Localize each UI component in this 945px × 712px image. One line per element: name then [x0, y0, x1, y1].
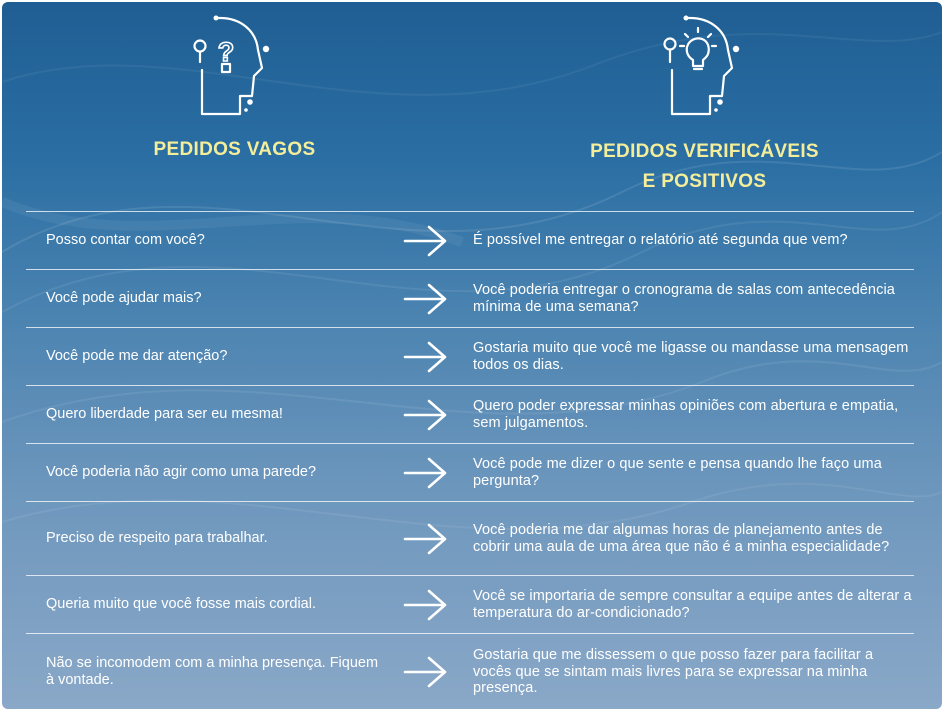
- vague-request: Queria muito que você fosse mais cordial.: [46, 596, 316, 612]
- table-row: [26, 327, 914, 385]
- head-lightbulb-icon: [658, 12, 748, 122]
- requests-table: [26, 211, 914, 709]
- arrow-right-icon: [381, 282, 471, 316]
- verifiable-request: Você poderia me dar algumas horas de planejamento antes de cobrir uma aula de uma área que não é a minha especialidade?: [473, 522, 890, 555]
- vague-request: Preciso de respeito para trabalhar.: [46, 530, 268, 546]
- verifiable-request: Quero poder expressar minhas opiniões com abertura e empatia, sem julgamentos.: [473, 398, 899, 431]
- table-row: [26, 269, 914, 327]
- arrow-right-icon: [381, 456, 471, 490]
- vague-request: Você pode ajudar mais?: [46, 290, 202, 306]
- svg-text:?: ?: [217, 37, 235, 67]
- verifiable-request: Gostaria muito que você me ligasse ou mandasse uma mensagem todos os dias.: [473, 340, 909, 373]
- verifiable-request: É possível me entregar o relatório até segunda que vem?: [473, 232, 848, 249]
- table-row: [26, 501, 914, 575]
- table-row: [26, 575, 914, 633]
- vague-request: Não se incomodem com a minha presença. Fiquem à vontade.: [46, 655, 379, 688]
- arrow-right-icon: [381, 398, 471, 432]
- arrow-right-icon: [381, 224, 471, 258]
- vague-request: Posso contar com você?: [46, 232, 205, 248]
- verifiable-request: Gostaria que me dissessem o que posso fazer para facilitar a vocês que se sintam mais livres para se expressar na minha presença.: [473, 647, 874, 697]
- verifiable-request: Você se importaria de sempre consultar a equipe antes de alterar a temperatura do ar-condicionado?: [473, 588, 912, 621]
- table-row: [26, 211, 914, 269]
- verifiable-request: Você poderia entregar o cronograma de salas com antecedência mínima de uma semana?: [473, 282, 895, 315]
- arrow-right-icon: [381, 522, 471, 556]
- arrow-right-icon: [381, 340, 471, 374]
- verifiable-title-line2: E POSITIVOS: [642, 171, 767, 192]
- arrow-right-icon: [381, 655, 471, 689]
- head-question-icon: [188, 12, 274, 122]
- vague-request: Quero liberdade para ser eu mesma!: [46, 406, 283, 422]
- verifiable-requests-title: [567, 137, 842, 197]
- vague-requests-title: PEDIDOS VAGOS: [153, 139, 316, 160]
- table-row: [26, 443, 914, 501]
- verifiable-title-line1: PEDIDOS VERIFICÁVEIS: [590, 141, 819, 162]
- arrow-right-icon: [381, 588, 471, 622]
- table-row: [26, 385, 914, 443]
- vague-request: Você pode me dar atenção?: [46, 348, 228, 364]
- vague-request: Você poderia não agir como uma parede?: [46, 464, 317, 480]
- infographic-card: [2, 2, 942, 709]
- table-row: [26, 633, 914, 709]
- verifiable-request: Você pode me dizer o que sente e pensa quando lhe faço uma pergunta?: [473, 456, 882, 489]
